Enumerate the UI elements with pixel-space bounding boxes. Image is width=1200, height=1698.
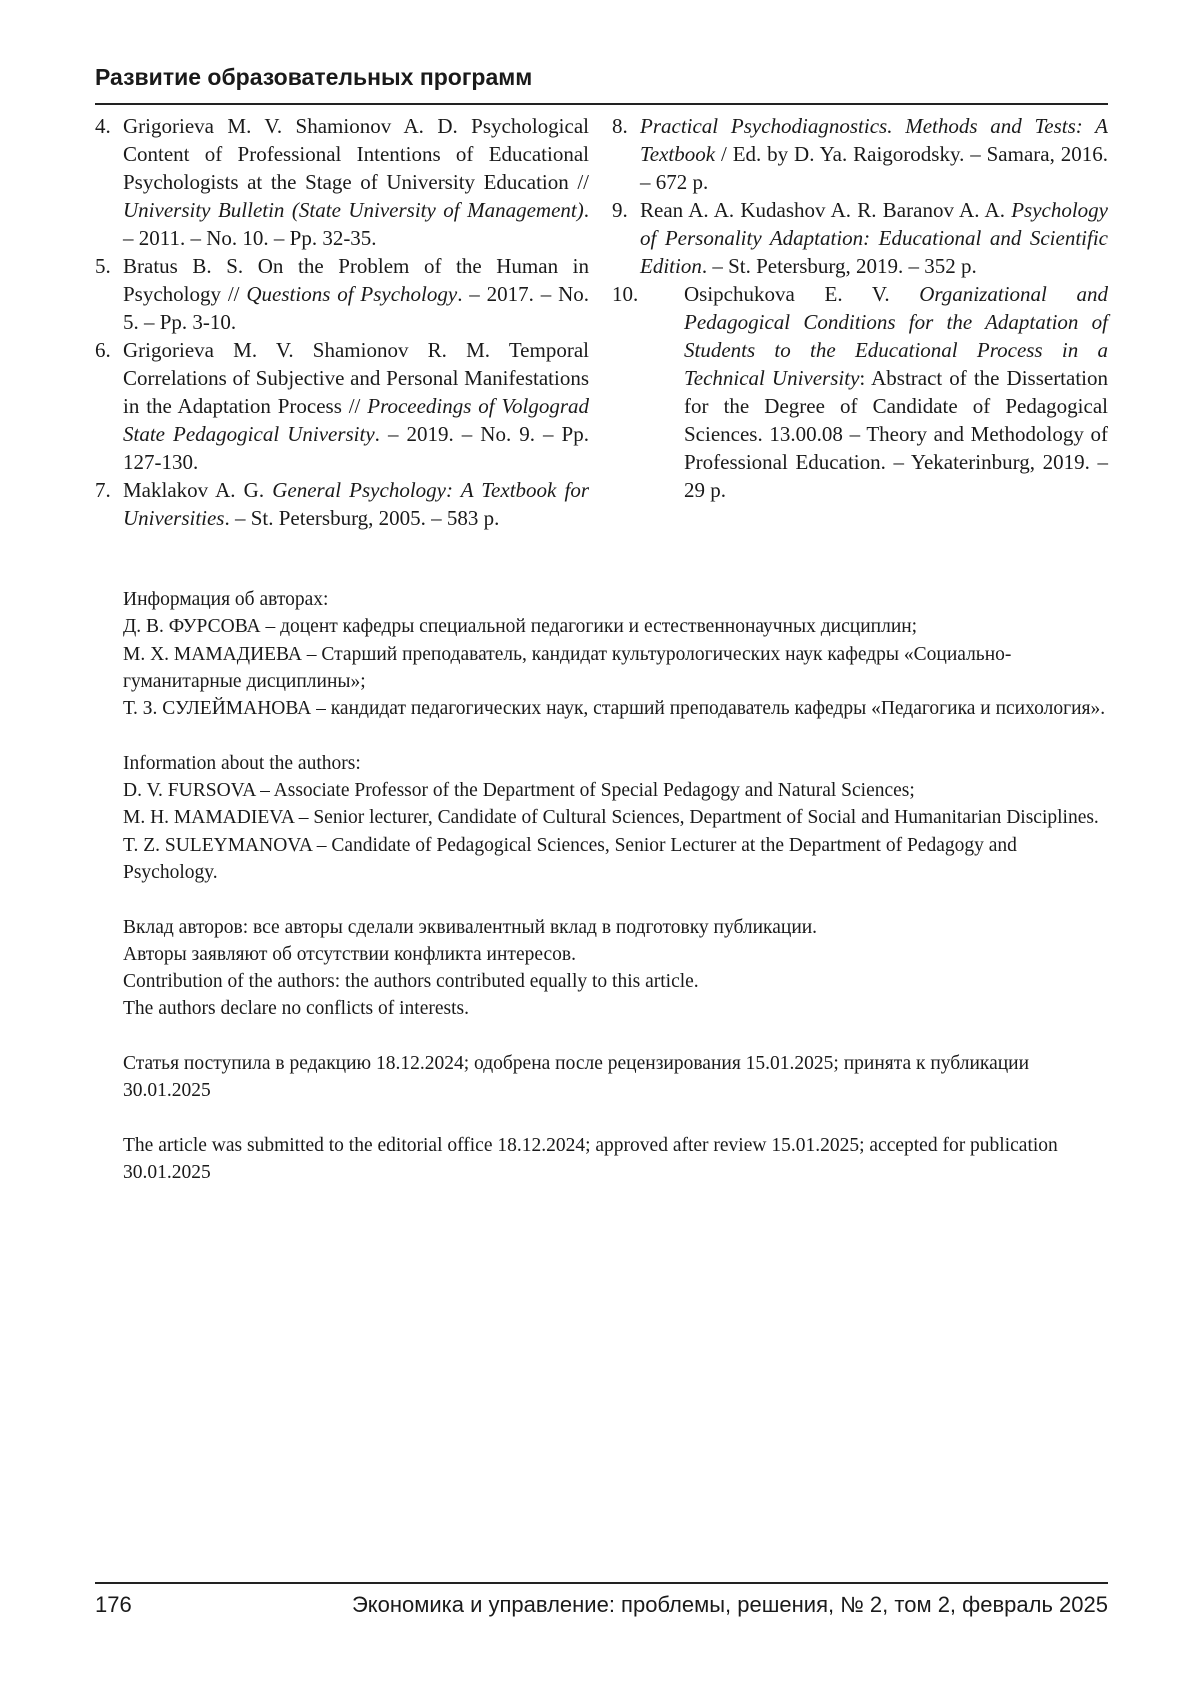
header-rule <box>95 103 1108 105</box>
reference-text <box>123 336 589 476</box>
reference-title: Psychology of Personality Adaptation: Educational and Scientific Edition <box>640 198 1108 278</box>
reference-detail: Rean A. A. Kudashov A. R. Baranov A. A. <box>640 198 1012 222</box>
reference-item <box>612 112 1108 196</box>
author-line: D. V. FURSOVA – Associate Professor of the Department of Special Pedagogy and Natural Sciences; <box>123 780 915 802</box>
reference-title: University Bulletin (State University of Management) <box>123 198 584 222</box>
dates-en <box>123 1132 1113 1187</box>
reference-detail: Maklakov A. G. <box>123 478 273 502</box>
reference-text <box>640 112 1108 196</box>
reference-text <box>640 196 1108 280</box>
reference-title: General Psychology: A Textbook for Universities <box>123 478 589 530</box>
reference-text <box>123 252 589 336</box>
references-left-column <box>95 112 589 532</box>
author-line: Д. В. ФУРСОВА – доцент кафедры специальной педагогики и естественнонаучных дисциплин; <box>123 616 918 638</box>
reference-detail: Grigorieva M. V. Shamionov R. M. Temporal Correlations of Subjective and Personal Manifestations in the Adaptation Process // <box>123 338 589 418</box>
reference-detail: . – 2019. – No. 9. – Pp. 127-130. <box>123 422 589 474</box>
reference-detail: . – St. Petersburg, 2005. – 583 p. <box>224 506 500 530</box>
contribution <box>123 914 1113 1023</box>
reference-number: 9. <box>612 198 628 222</box>
section-title: Развитие образовательных программ <box>95 64 533 90</box>
authors-ru-heading: Информация об авторах: <box>123 589 329 610</box>
dates-en-text: The article was submitted to the editorial office 18.12.2024; approved after review 15.01.2025; accepted for publication 30.01.2025 <box>123 1134 1058 1184</box>
page-number: 176 <box>95 1592 132 1617</box>
references-right-column <box>612 112 1108 504</box>
reference-item <box>95 336 589 476</box>
dates-ru <box>123 1050 1113 1105</box>
reference-detail: . – St. Petersburg, 2019. – 352 p. <box>701 254 977 278</box>
reference-text <box>123 476 589 532</box>
page-footer <box>95 1592 1108 1618</box>
reference-number: 5. <box>95 254 111 278</box>
reference-text <box>123 112 589 252</box>
reference-item <box>95 476 589 532</box>
reference-item <box>612 280 1108 504</box>
authors-en <box>123 750 1113 886</box>
reference-title: Practical Psychodiagnostics. Methods and Tests: A Textbook <box>640 114 1108 166</box>
author-line: Т. З. СУЛЕЙМАНОВА – кандидат педагогических наук, старший преподаватель кафедры «Педагогика и психология». <box>123 698 1106 720</box>
authors-en-heading: Information about the authors: <box>123 752 361 774</box>
reference-detail: : Abstract of the Dissertation for the Degree of Candidate of Pedagogical Sciences. 13.00.08 – Theory and Methodology of Professional Education. – Yekaterinburg, 2019. – 29 p. <box>684 366 1109 502</box>
reference-number: 7. <box>95 478 111 502</box>
article-info <box>123 586 1113 1214</box>
reference-number: 6. <box>95 338 111 362</box>
authors-ru <box>123 586 1113 722</box>
author-line: T. Z. SULEYMANOVA – Candidate of Pedagogical Sciences, Senior Lecturer at the Department of Pedagogy and Psychology. <box>123 834 1017 883</box>
reference-number: 8. <box>612 114 628 138</box>
contribution-line: Авторы заявляют об отсутствии конфликта интересов. <box>123 943 576 965</box>
reference-detail: Osipchukova E. V. <box>684 282 920 306</box>
reference-detail: . – 2017. – No. 5. – Pp. 3-10. <box>123 282 589 334</box>
dates-ru-text: Статья поступила в редакцию 18.12.2024; одобрена после рецензирования 15.01.2025; принята к публикации 30.01.2025 <box>123 1053 1030 1102</box>
reference-item <box>95 112 589 252</box>
reference-detail: Grigorieva M. V. Shamionov A. D. Psychological Content of Professional Intentions of Educational Psychologists at the Stage of University Education // <box>123 114 589 194</box>
contribution-line: Вклад авторов: все авторы сделали эквивалентный вклад в подготовку публикации. <box>123 916 818 938</box>
reference-detail: Bratus B. S. On the Problem of the Human in Psychology // <box>123 254 589 306</box>
reference-title: Organizational and Pedagogical Conditions for the Adaptation of Students to the Educational Process in a Technical University <box>684 282 1108 390</box>
reference-detail: . – 2011. – No. 10. – Pp. 32-35. <box>123 198 589 250</box>
reference-item <box>95 252 589 336</box>
reference-number: 4. <box>95 114 111 138</box>
reference-detail: / Ed. by D. Ya. Raigorodsky. – Samara, 2016. – 672 p. <box>640 142 1108 194</box>
contribution-line: Contribution of the authors: the authors contributed equally to this article. <box>123 971 699 993</box>
footer-rule <box>95 1582 1108 1584</box>
reference-title: Questions of Psychology <box>246 282 458 306</box>
author-line: M. H. MAMADIEVA – Senior lecturer, Candidate of Cultural Sciences, Department of Social and Humanitarian Disciplines. <box>123 807 1099 829</box>
author-line: М. Х. МАМАДИЕВА – Старший преподаватель, кандидат культурологических наук кафедры «Социально-гуманитарные дисциплины»; <box>123 643 1012 692</box>
reference-number: 10. <box>612 282 639 306</box>
reference-title: Proceedings of Volgograd State Pedagogical University <box>123 394 589 446</box>
reference-item <box>612 196 1108 280</box>
journal-name: Экономика и управление: проблемы, решения, № 2, том 2, февраль 2025 <box>351 1592 1108 1617</box>
reference-text <box>684 280 1108 504</box>
contribution-line: The authors declare no conflicts of interests. <box>123 998 470 1020</box>
